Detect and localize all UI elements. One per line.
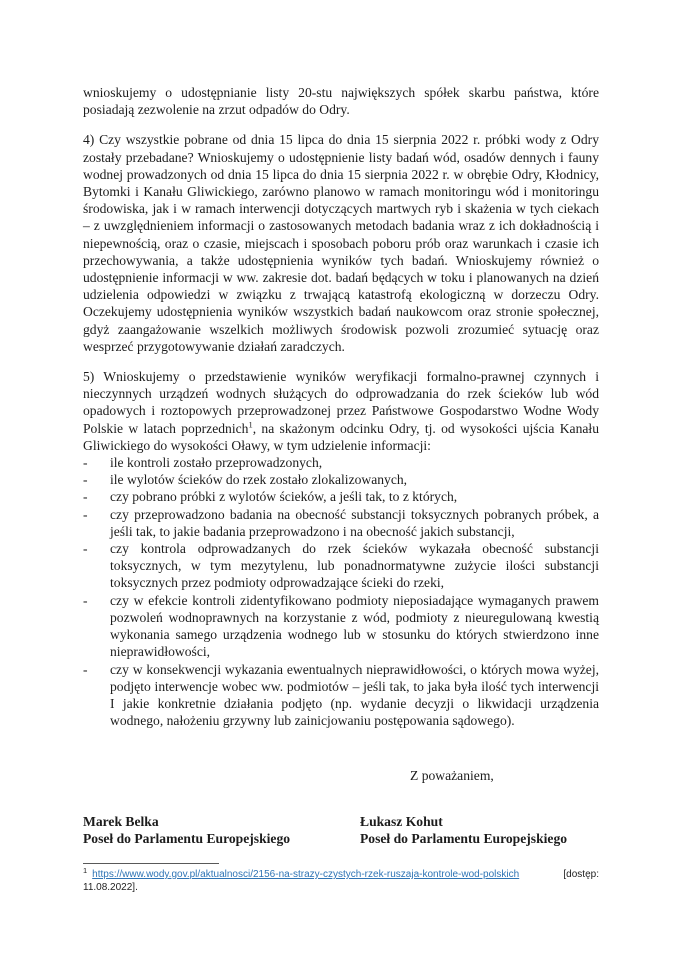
signature-marek-belka	[83, 813, 360, 847]
request-list	[83, 454, 599, 729]
list-item-text: czy w efekcie kontroli zidentyfikowano podmioty nieposiadające wymaganych prawem pozwoleń wodnoprawnych na korzystanie z wód, podmioty z nieuregulowaną kwestią wykonania samego urządzenia wodnego lub w stosunku do których stwierdzono inne nieprawidłowości,	[110, 592, 599, 660]
footnote-access-date: [dostęp: 11.08.2022].	[83, 868, 599, 894]
footnote-link[interactable]: https://www.wody.gov.pl/aktualnosci/2156-na-strazy-czystych-rzek-ruszaja-kontrole-wod-polskich	[92, 868, 520, 880]
closing-salutation: Z poważaniem,	[410, 768, 494, 784]
bullet-dash: -	[83, 592, 88, 608]
footnote	[83, 865, 599, 895]
bullet-dash: -	[83, 472, 88, 488]
signatory-name: Łukasz Kohut	[360, 813, 443, 829]
paragraph-intro-continuation: wnioskujemy o udostępnianie listy 20-stu największych spółek skarbu państwa, które posiadają zezwolenie na zrzut odpadów do Odry.	[83, 85, 599, 118]
list-item-text: czy pobrano próbki z wylotów ścieków, a jeśli tak, to z których,	[110, 489, 458, 505]
list-item-text: ile wylotów ścieków do rzek zostało zlokalizowanych,	[110, 472, 408, 488]
list-item-text: czy w konsekwencji wykazania ewentualnych nieprawidłowości, o których mowa wyżej, podjęto interwencje wobec ww. podmiotów – jeśli tak, to jaka była ilość tych interwencji I jakie konkretnie działania podjęto (np. wydanie decyzji o likwidacji urządzenia wodnego, nałożeniu grzywny lub zainicjowaniu postępowania sądowego).	[110, 661, 599, 729]
bullet-dash: -	[83, 506, 88, 522]
paragraph-question-4: 4) Czy wszystkie pobrane od dnia 15 lipca do dnia 15 sierpnia 2022 r. próbki wody z Odry zostały przebadane? Wnioskujemy o udostępnienie listy badań wód, osadów dennych i fauny wodnej prowadzonych od dnia 15 lipca do dnia 15 sierpnia 2022 r. w obrębie Odry, Kłodnicy, Bytomki i Kanału Gliwickiego, zarówno planowo w ramach monitoringu wód i monitoringu środowiska, jak i w ramach interwencji dotyczących martwych ryb i skażenia w tych ciekach – z uwzględnieniem informacji o zastosowanych metodach badania wraz z ich dokładnością i niepewnością, oraz o czasie, miejscach i sposobach poboru prób oraz warunkach i czasie ich przechowywania, a także udostępnienia wyników tych badań. Wnioskujemy również o udostępnienie informacji w ww. zakresie dot. badań będących w toku i planowanych na dzień udzielenia odpowiedzi w związku z trwającą katastrofą ekologiczną w dorzeczu Odry. Oczekujemy udostępnienia wyników wszystkich badań naukowcom oraz stronie społecznej, gdyż zaangażowanie wszelkich możliwych środowisk pozwoli zrozumieć sytuację oraz wesprzeć przygotowywanie działań zaradczych.	[83, 132, 599, 354]
bullet-dash: -	[83, 455, 88, 471]
signatory-title: Poseł do Parlamentu Europejskiego	[360, 830, 568, 846]
footnote-marker: 1	[83, 865, 88, 875]
bullet-dash: -	[83, 489, 88, 505]
question-5-text-after-footnote-ref: , na skażonym odcinku Odry, tj. od wysokości ujścia Kanału Gliwickiego do wysokości Oławy, w tym udzielenie informacji:	[83, 420, 599, 453]
signature-lukasz-kohut	[360, 813, 599, 847]
paragraph-question-5-intro	[83, 368, 599, 454]
list-item	[83, 661, 599, 730]
list-item-text: czy przeprowadzono badania na obecność substancji toksycznych pobranych próbek, a jeśli tak, to jakie badania przeprowadzono i na obecność jakich substancji,	[110, 506, 599, 539]
bullet-dash: -	[83, 541, 88, 557]
signatory-title: Poseł do Parlamentu Europejskiego	[83, 830, 291, 846]
list-item	[83, 454, 599, 471]
list-item	[83, 471, 599, 488]
signatory-name: Marek Belka	[83, 813, 159, 829]
signature-block	[83, 813, 599, 847]
list-item	[83, 592, 599, 661]
list-item-text: czy kontrola odprowadzanych do rzek ścieków wykazała obecność substancji toksycznych, w tym mezytylenu, lub ponadnormatywne zużycie ilości substancji toksycznych przez podmioty odprowadzające ścieki do rzeki,	[110, 541, 599, 591]
footnote-reference-marker: 1	[248, 419, 253, 430]
question-5-text-before-footnote-ref: 5) Wnioskujemy o przedstawienie wyników weryfikacji formalno-prawnej czynnych i nieczynnych urządzeń wodnych służących do odprowadzania do rzek ścieków lub wód opadowych i roztopowych przeprowadzonej przez Państwowe Gospodarstwo Wodne Wody Polskie w latach poprzednich	[83, 369, 599, 436]
list-item	[83, 540, 599, 592]
list-item	[83, 506, 599, 540]
list-item	[83, 488, 599, 505]
footnote-separator	[83, 863, 219, 864]
list-item-text: ile kontroli zostało przeprowadzonych,	[110, 455, 323, 471]
bullet-dash: -	[83, 661, 88, 677]
